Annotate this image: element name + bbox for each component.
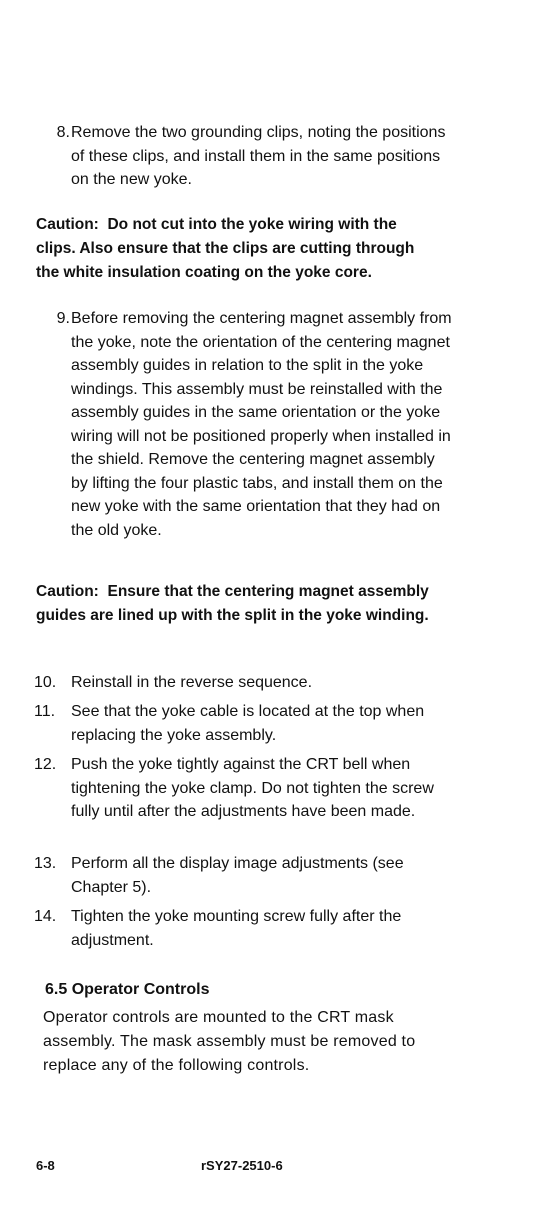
caution-centering-magnet (36, 580, 436, 628)
step-text: Push the yoke tightly against the CRT bell when tightening the yoke clamp. Do not tighten the screw fully until after the adjustments have been made. (71, 756, 434, 820)
caution-text: Ensure that the centering magnet assembly guides are lined up with the split in the yoke winding. (36, 583, 429, 624)
document-number: rSY27-2510-6 (201, 1158, 283, 1173)
step-number: 13. (34, 855, 57, 872)
step-8 (36, 121, 456, 192)
section-title: 6.5 Operator Controls (45, 981, 210, 998)
step-12 (36, 753, 456, 824)
caution-label: Caution: (36, 216, 99, 233)
step-text: See that the yoke cable is located at the top when replacing the yoke assembly. (71, 703, 425, 744)
caution-clips (36, 213, 436, 285)
step-text: Reinstall in the reverse sequence. (71, 674, 313, 691)
step-number: 12. (34, 756, 57, 773)
step-number: 9. (56, 310, 70, 327)
step-number: 14. (34, 908, 57, 925)
step-10 (36, 671, 456, 695)
step-text: Before removing the centering magnet assembly from the yoke, note the orientation of the centering magnet assembly guides in relation to the split in the yoke windings. This assembly must be reinstalled with the assembly guides in the same orientation or the yoke wiring will not be positioned properly when installed in the shield. Remove the centering magnet assembly by lifting the four plastic tabs, and install them on the new yoke with the same orientation that they had on the old yoke. (71, 310, 452, 539)
step-text: Remove the two grounding clips, noting the positions of these clips, and install them in the same positions on the new yoke. (71, 124, 446, 188)
section-body: Operator controls are mounted to the CRT mask assembly. The mask assembly must be removed to replace any of the following controls. (43, 1009, 416, 1074)
step-11 (36, 700, 456, 747)
step-14 (36, 905, 456, 952)
caution-text: Do not cut into the yoke wiring with the clips. Also ensure that the clips are cutting through the white insulation coating on the yoke core. (36, 216, 415, 281)
step-text: Perform all the display image adjustments (see Chapter 5). (71, 855, 404, 896)
step-9 (36, 307, 456, 542)
step-number: 10. (34, 674, 57, 691)
step-number: 11. (34, 703, 56, 720)
caution-label: Caution: (36, 583, 99, 600)
page-number: 6-8 (36, 1158, 55, 1173)
step-text: Tighten the yoke mounting screw fully after the adjustment. (71, 908, 402, 949)
step-13 (36, 852, 456, 899)
step-number: 8. (56, 124, 70, 141)
